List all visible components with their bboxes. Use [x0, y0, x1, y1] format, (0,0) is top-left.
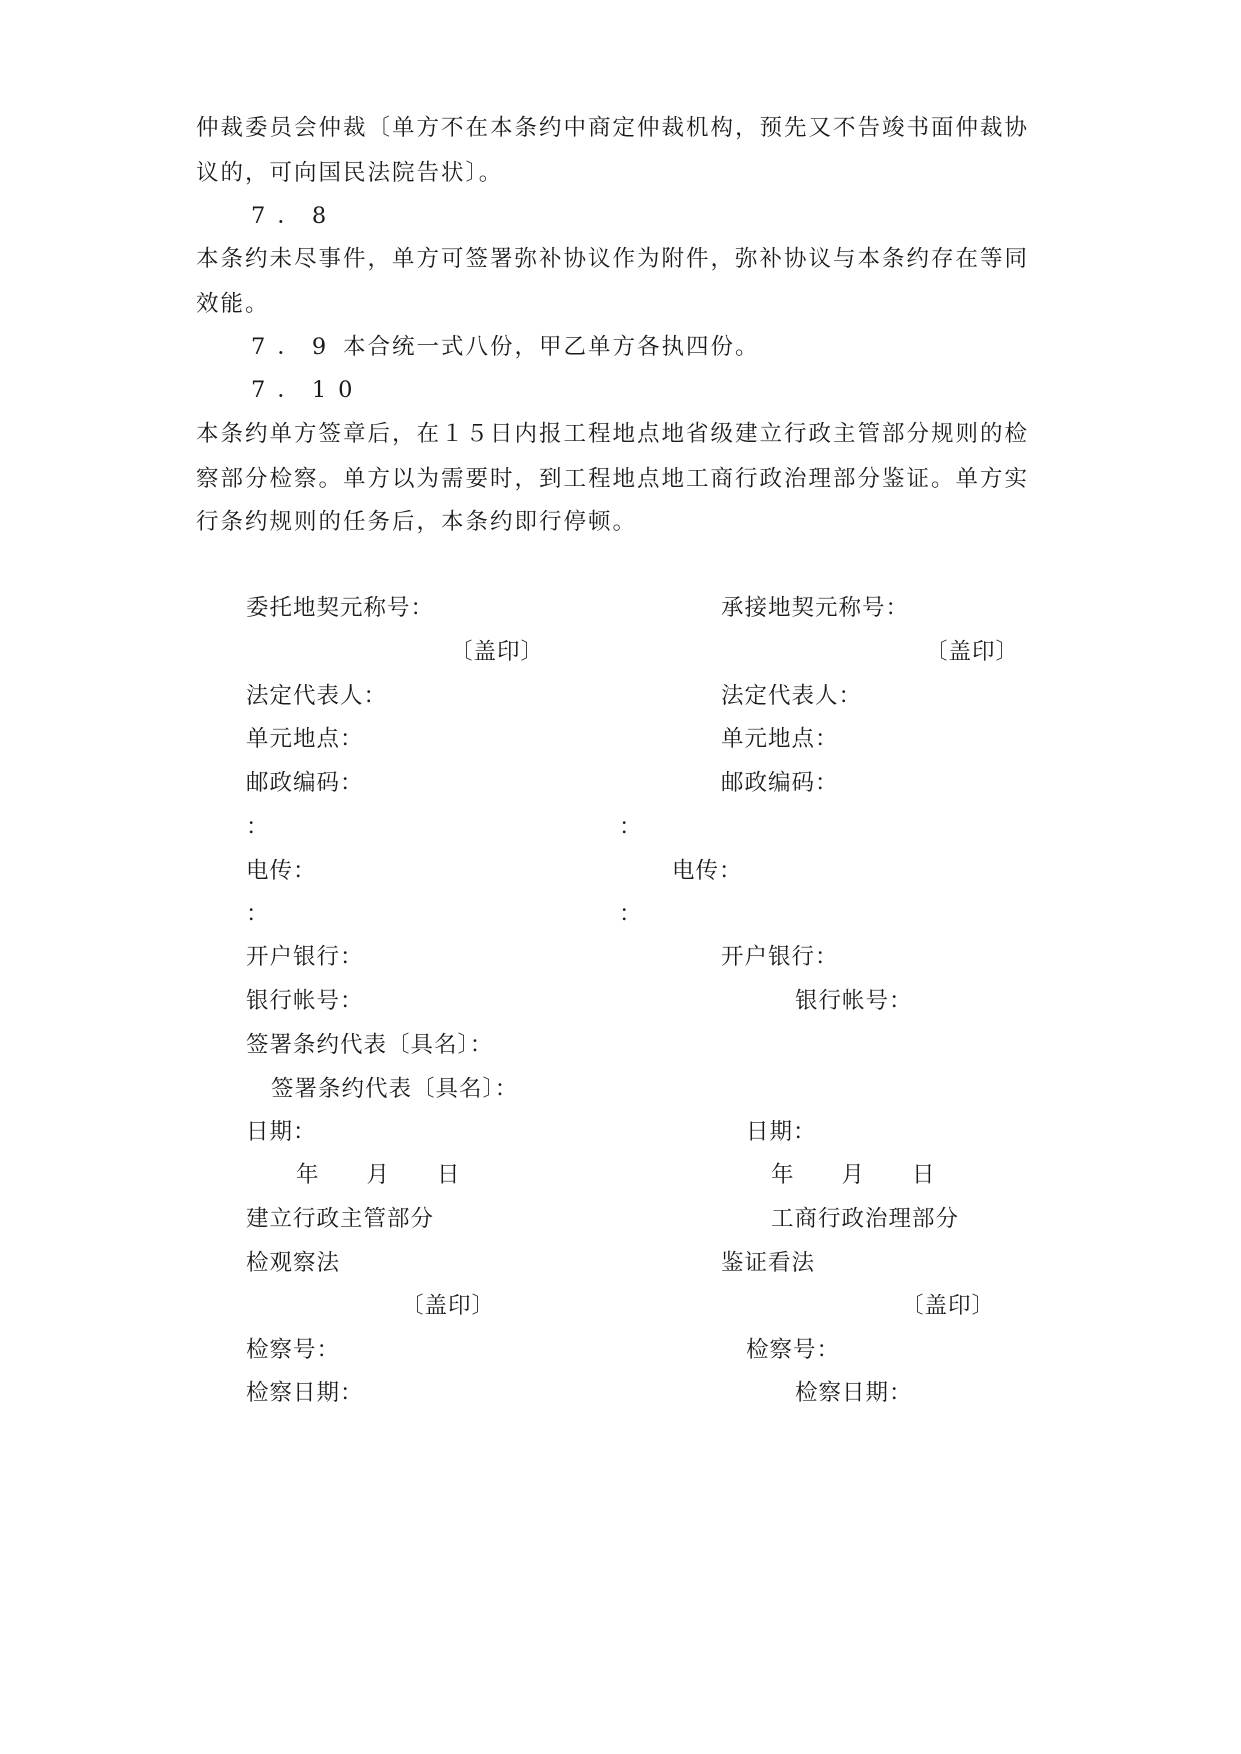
right-address-label: 单元地点：: [721, 726, 839, 752]
clause-7-10-number: 7．10: [251, 377, 365, 403]
right-authority-seal: 〔盖印〕: [901, 1293, 996, 1319]
left-colon-line-1: ：: [246, 814, 270, 840]
left-authority-label: 建立行政主管部分: [246, 1206, 435, 1232]
right-review-method-label: 鉴证看法: [721, 1250, 816, 1276]
right-review-number-label: 检察号：: [746, 1337, 841, 1363]
left-postal-code-label: 邮政编码：: [246, 770, 364, 796]
left-party-seal: 〔盖印〕: [450, 639, 545, 665]
right-review-date-label: 检察日期：: [795, 1380, 913, 1406]
left-fax-label: 电传：: [246, 858, 317, 884]
clause-7-10-text-line-2: 察部分检察。单方以为需要时，到工程地点地工商行政治理部分鉴证。单方实: [196, 466, 1030, 492]
left-review-method-label: 检观察法: [246, 1250, 341, 1276]
right-account-label: 银行帐号：: [795, 988, 913, 1014]
clause-7-10-text-line-1: 本条约单方签章后，在１５日内报工程地点地省级建立行政主管部分规则的检: [196, 421, 1030, 447]
left-address-label: 单元地点：: [246, 726, 364, 752]
left-review-date-label: 检察日期：: [246, 1380, 364, 1406]
clause-7-9-text: 本合统一式八份，甲乙单方各执四份。: [343, 334, 760, 360]
right-postal-code-label: 邮政编码：: [721, 770, 839, 796]
left-date-ymd: 年 月 日: [296, 1162, 461, 1188]
clause-7-9-number: 7．9: [251, 334, 339, 360]
right-authority-label: 工商行政治理部分: [771, 1206, 960, 1232]
right-date-ymd: 年 月 日: [771, 1162, 936, 1188]
clause-7-8-text-line-2: 效能。: [196, 291, 270, 317]
left-review-number-label: 检察号：: [246, 1337, 341, 1363]
left-authority-seal: 〔盖印〕: [401, 1293, 496, 1319]
left-colon-line-2: ：: [246, 901, 270, 927]
clause-7-10-text-line-3: 行条约规则的任务后，本条约即行停顿。: [196, 509, 638, 535]
clause-7-7-continuation-line-2: 议的，可向国民法院告状〕。: [196, 160, 504, 186]
right-representative-label: 签署条约代表〔具名〕：: [271, 1076, 519, 1102]
left-party-name-label: 委托地契元称号：: [246, 595, 435, 621]
right-date-label: 日期：: [746, 1119, 817, 1145]
right-colon-line-2: ：: [619, 901, 643, 927]
left-account-label: 银行帐号：: [246, 988, 364, 1014]
right-fax-label: 电传：: [672, 858, 743, 884]
right-party-seal: 〔盖印〕: [925, 639, 1020, 665]
left-legal-rep-label: 法定代表人：: [246, 683, 388, 709]
right-colon-line-1: ：: [619, 814, 643, 840]
left-date-label: 日期：: [246, 1119, 317, 1145]
right-party-name-label: 承接地契元称号：: [721, 595, 910, 621]
left-bank-label: 开户银行：: [246, 944, 364, 970]
clause-7-8-text-line-1: 本条约未尽事件，单方可签署弥补协议作为附件，弥补协议与本条约存在等同: [196, 246, 1030, 272]
left-representative-label: 签署条约代表〔具名〕：: [246, 1032, 494, 1058]
right-bank-label: 开户银行：: [721, 944, 839, 970]
right-legal-rep-label: 法定代表人：: [721, 683, 863, 709]
clause-7-7-continuation-line-1: 仲裁委员会仲裁〔单方不在本条约中商定仲裁机构，预先又不告竣书面仲裁协: [196, 115, 1030, 141]
clause-7-8-number: 7．8: [251, 203, 339, 229]
